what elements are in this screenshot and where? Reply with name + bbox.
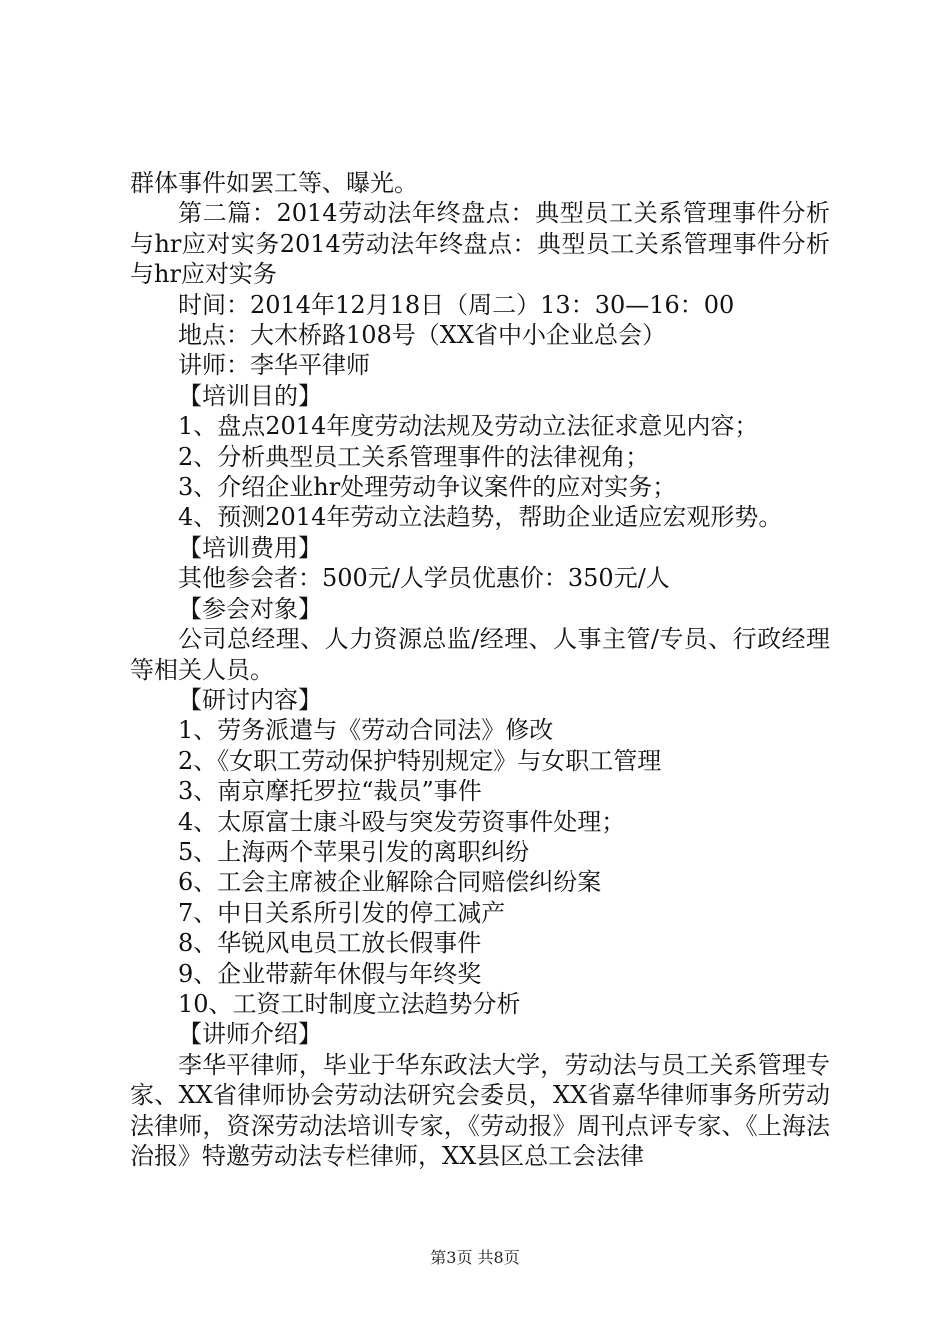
event-lecturer: 讲师：李华平律师: [178, 351, 370, 380]
list-item: 8、华锐风电员工放长假事件: [178, 929, 482, 958]
page-number: 第3页 共8页: [430, 1248, 520, 1267]
list-item: 7、中日关系所引发的停工减产: [178, 898, 506, 927]
list-item: 2、分析典型员工关系管理事件的法律视角；: [178, 442, 650, 471]
list-item: 4、太原富士康斗殴与突发劳资事件处理；: [178, 807, 626, 836]
document-body: [130, 168, 830, 1171]
subheading-topics: 【研讨内容】: [178, 685, 322, 714]
event-time: 时间：2014年12月18日（周二）13：30—16：00: [178, 290, 735, 319]
list-item: 9、企业带薪年休假与年终奖: [178, 959, 482, 988]
subheading-training-goal: 【培训目的】: [178, 381, 322, 410]
subheading-training-fee: 【培训费用】: [178, 533, 322, 562]
list-item: 3、南京摩托罗拉“裁员”事件: [178, 777, 482, 806]
list-item: 1、劳务派遣与《劳动合同法》修改: [178, 716, 554, 745]
event-location: 地点：大木桥路108号（XX省中小企业总会）: [178, 321, 666, 350]
list-item: 10、工资工时制度立法趋势分析: [178, 989, 521, 1018]
fee-line: 其他参会者：500元/人学员优惠价：350元/人: [178, 564, 670, 593]
text-line: 群体事件如罢工等、曝光。: [130, 169, 418, 197]
list-item: 2、《女职工劳动保护特别规定》与女职工管理: [178, 746, 662, 775]
list-item: 1、盘点2014年度劳动法规及劳动立法征求意见内容；: [178, 412, 759, 441]
subheading-lecturer-intro: 【讲师介绍】: [178, 1020, 322, 1049]
subheading-audience: 【参会对象】: [178, 594, 322, 623]
list-item: 3、介绍企业hr处理劳动争议案件的应对实务；: [178, 473, 677, 502]
list-item: 6、工会主席被企业解除合同赔偿纠纷案: [178, 868, 602, 897]
list-item: 5、上海两个苹果引发的离职纠纷: [178, 837, 530, 866]
lecturer-bio-paragraph: 李华平律师，毕业于华东政法大学，劳动法与员工关系管理专家、XX省律师协会劳动法研究会委员，XX省嘉华律师事务所劳动法律师，资深劳动法培训专家，《劳动报》周刊点评专家、《上海法治报》特邀劳动法专栏律师，XX县区总工会法律: [130, 1050, 830, 1170]
audience-paragraph: 公司总经理、人力资源总监/经理、人事主管/专员、行政经理等相关人员。: [130, 625, 830, 684]
page-footer: [0, 1245, 950, 1268]
list-item: 4、预测2014年劳动立法趋势，帮助企业适应宏观形势。: [178, 503, 783, 532]
section-heading: 第二篇：2014劳动法年终盘点：典型员工关系管理事件分析与hr应对实务2014劳动法年终盘点：典型员工关系管理事件分析与hr应对实务: [130, 199, 830, 289]
